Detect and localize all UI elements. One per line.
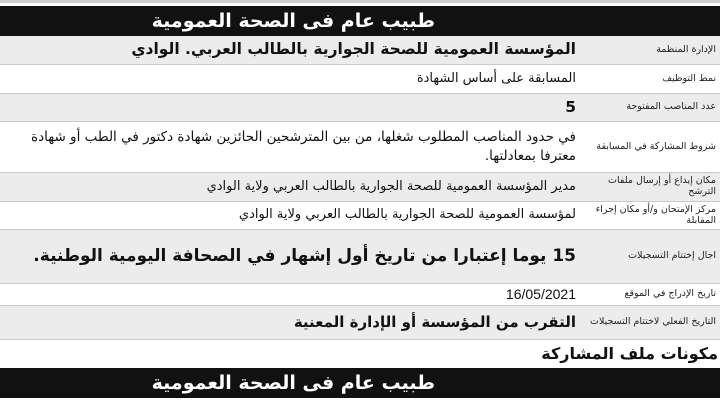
row-label: مكان إيداع أو إرسال ملفات الترشح xyxy=(608,175,716,197)
row-label: مركز الإمتحان و/أو مكان إجراء المقابلة xyxy=(595,203,716,226)
job-title: طبيب عام فى الصحة العمومية xyxy=(151,372,435,394)
job-title: طبيب عام فى الصحة العمومية xyxy=(151,10,435,32)
row-registration-deadline xyxy=(0,230,720,284)
row-value: المسابقة على أساس الشهادة xyxy=(416,70,576,86)
row-value: التقرب من المؤسسة أو الإدارة المعنية xyxy=(293,313,576,331)
row-label: عدد المناصب المفتوحة xyxy=(626,101,716,113)
row-value: 16/05/2021 xyxy=(505,285,576,302)
row-value: مدير المؤسسة العمومية للصحة الجوارية بالطالب العربي ولاية الوادي xyxy=(206,178,576,194)
row-recruitment-type xyxy=(0,65,720,94)
job-title-banner-secondary xyxy=(0,368,720,398)
row-value: المؤسسة العمومية للصحة الجوارية بالطالب العربي. الوادي xyxy=(131,40,576,59)
row-actual-registration-close-date xyxy=(0,306,720,340)
row-value: في حدود المناصب المطلوب شغلها، من بين المترشحين الحائزين شهادة دكتور في الطب أو شهادة معترفا بمعادلتها. xyxy=(31,129,576,164)
job-title-banner xyxy=(0,6,720,36)
row-label: تاريخ الإدراج في الموقع xyxy=(624,288,716,300)
row-exam-center xyxy=(0,202,720,230)
row-label: شروط المشاركة في المسابقة xyxy=(596,140,716,152)
row-value: 15 يوما إعتبارا من تاريخ أول إشهار في الصحافة اليومية الوطنية. xyxy=(33,246,576,267)
row-publication-date xyxy=(0,284,720,306)
section-heading-application-file: مكونات ملف المشاركة xyxy=(541,344,718,363)
row-label: الإدارة المنظمة xyxy=(656,43,716,55)
row-label: اجال إختتام التسجيلات xyxy=(628,250,716,262)
row-participation-conditions xyxy=(0,122,720,173)
row-value: 5 xyxy=(565,97,576,116)
row-label: نمط التوظيف xyxy=(662,72,716,84)
row-value: لمؤسسة العمومية للصحة الجوارية بالطالب العربي ولاية الوادي xyxy=(238,207,576,223)
row-application-submission-place xyxy=(0,173,720,202)
row-organizing-administration xyxy=(0,36,720,65)
row-open-positions xyxy=(0,94,720,122)
row-label: التاريخ الفعلي لاختتام التسجيلات xyxy=(590,316,716,328)
